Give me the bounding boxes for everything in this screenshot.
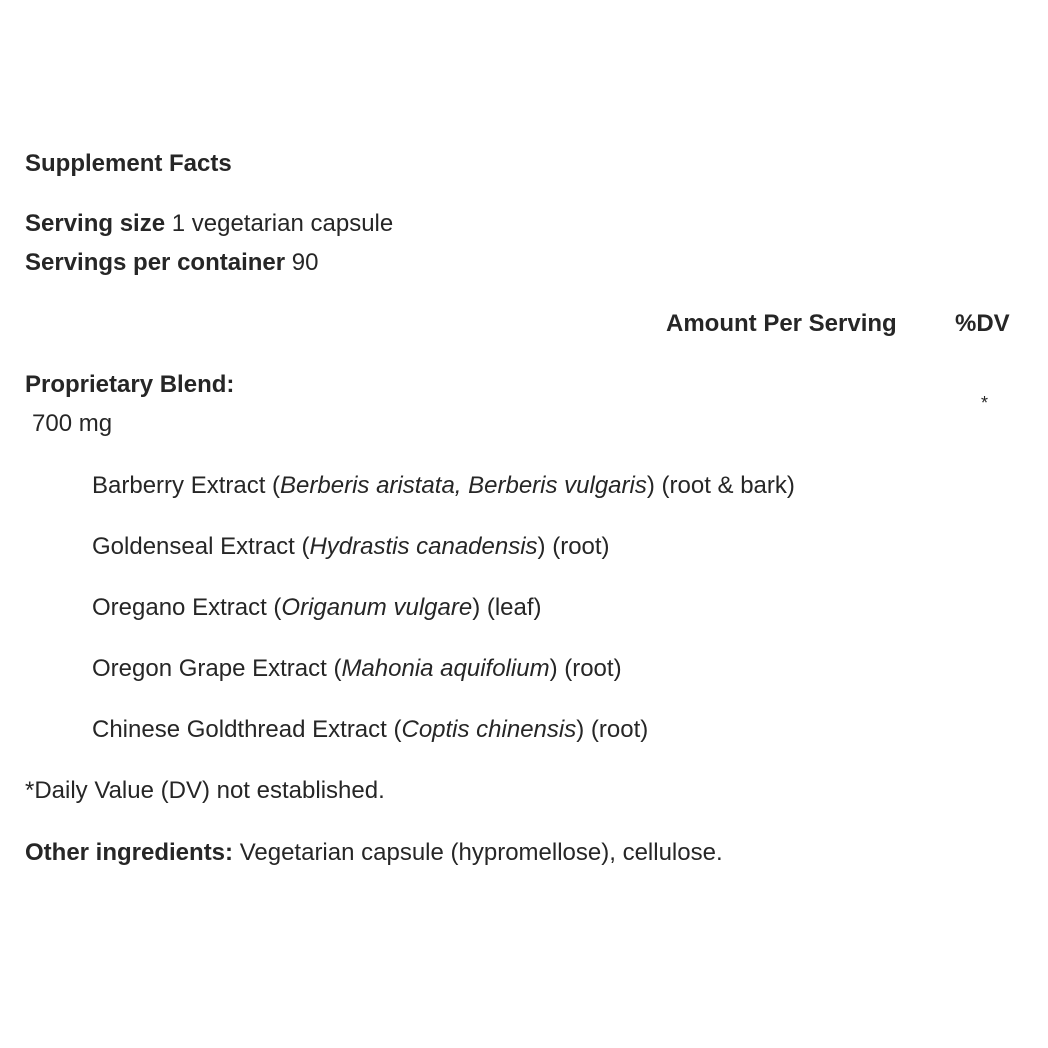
ingredient-row xyxy=(92,472,795,500)
proprietary-blend-dv: * xyxy=(981,393,989,413)
ingredient-part: ) (leaf) xyxy=(472,594,542,621)
ingredient-part: ) (root & bark) xyxy=(646,472,795,499)
ingredient-part: ) (root) xyxy=(576,716,649,743)
proprietary-blend-name: Proprietary Blend: xyxy=(25,371,235,398)
ingredient-latin-name: Berberis aristata, Berberis vulgaris xyxy=(280,472,647,499)
ingredient-latin-name: Hydrastis canadensis xyxy=(309,533,538,560)
ingredient-row xyxy=(92,594,542,622)
serving-size-label: Serving size xyxy=(25,210,166,237)
ingredient-name: Goldenseal Extract ( xyxy=(92,533,310,560)
ingredient-name: Oregano Extract ( xyxy=(92,594,282,621)
ingredient-latin-name: Origanum vulgare xyxy=(281,594,473,621)
supplement-facts-title: Supplement Facts xyxy=(25,150,232,177)
amount-per-serving-header: Amount Per Serving xyxy=(666,310,897,337)
other-ingredients-label: Other ingredients: xyxy=(25,839,234,866)
other-ingredients-value: Vegetarian capsule (hypromellose), cellulose. xyxy=(233,839,723,866)
other-ingredients-row xyxy=(25,839,723,867)
ingredient-part: ) (root) xyxy=(549,655,622,682)
daily-value-footnote: *Daily Value (DV) not established. xyxy=(25,777,385,804)
ingredient-latin-name: Coptis chinensis xyxy=(401,716,577,743)
serving-size-value: 1 vegetarian capsule xyxy=(165,210,394,237)
serving-size-row xyxy=(25,210,393,238)
ingredient-row xyxy=(92,533,610,561)
ingredient-latin-name: Mahonia aquifolium xyxy=(341,655,550,682)
ingredient-name: Chinese Goldthread Extract ( xyxy=(92,716,402,743)
servings-per-container-value: 90 xyxy=(285,249,319,276)
ingredient-name: Oregon Grape Extract ( xyxy=(92,655,342,682)
proprietary-blend-amount: 700 mg xyxy=(32,410,113,437)
servings-per-container-row xyxy=(25,249,318,277)
ingredient-row xyxy=(92,655,622,683)
ingredient-row xyxy=(92,716,648,744)
servings-per-container-label: Servings per container xyxy=(25,249,286,276)
ingredient-part: ) (root) xyxy=(537,533,610,560)
ingredient-name: Barberry Extract ( xyxy=(92,472,281,499)
daily-value-header: %DV xyxy=(955,310,1010,337)
